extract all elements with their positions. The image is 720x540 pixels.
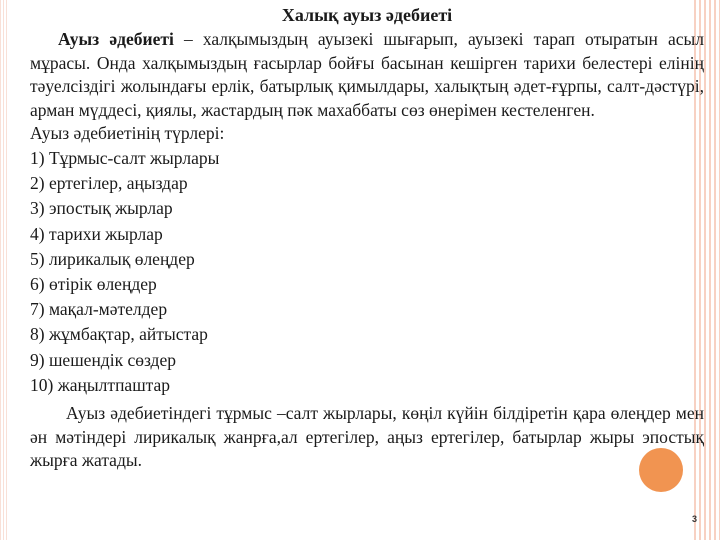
slide-title: Халық ауыз әдебиеті bbox=[281, 5, 453, 25]
types-list bbox=[30, 146, 704, 398]
list-item: 6) өтірік өлеңдер bbox=[30, 273, 157, 294]
list-item: 10) жаңылтпаштар bbox=[30, 374, 171, 395]
slide-content bbox=[30, 4, 704, 473]
orange-circle-decoration bbox=[639, 448, 683, 492]
list-item: 4) тарихи жырлар bbox=[30, 223, 163, 244]
conclusion-text: Ауыз әдебиетіндегі тұрмыс –салт жырлары, көңіл күйін білдіретін қара өлеңдер мен ән мәтіндері лирикалық жанрға,ал ертегілер, аңыз ертегілер, батырлар жыры эпостық жырға жатады. bbox=[30, 403, 704, 471]
page-number: 3 bbox=[692, 514, 698, 524]
intro-term: Ауыз әдебиеті bbox=[58, 29, 174, 49]
list-item: 8) жұмбақтар, айтыстар bbox=[30, 324, 208, 345]
list-item: 1) Тұрмыс-салт жырлары bbox=[30, 147, 220, 168]
list-item: 3) эпостық жырлар bbox=[30, 198, 173, 219]
list-item: 2) ертегілер, аңыздар bbox=[30, 173, 188, 194]
list-item: 5) лирикалық өлеңдер bbox=[30, 248, 195, 269]
list-item: 7) мақал-мәтелдер bbox=[30, 299, 168, 320]
list-item: 9) шешендік сөздер bbox=[30, 349, 176, 370]
intro-text: – халқымыздың ауызекі шығарып, ауызекі тарап отыратын асыл мұрасы. Онда халқымыздың ғасырлар бойғы басынан кешірген тарихи белестері елінің тәуелсіздігі жолындағы ерлік, батырлық қимылдары, халықтың әдет-ғұрпы, салт-дәстүрі, арман мүддесі, қиялы, жастардың пәк махаббаты сөз өнерімен кестеленген. bbox=[30, 29, 704, 120]
types-heading: Ауыз әдебиетінің түрлері: bbox=[30, 123, 225, 144]
conclusion-paragraph bbox=[30, 402, 704, 473]
left-decorative-stripes bbox=[0, 0, 8, 540]
intro-paragraph bbox=[30, 28, 704, 122]
